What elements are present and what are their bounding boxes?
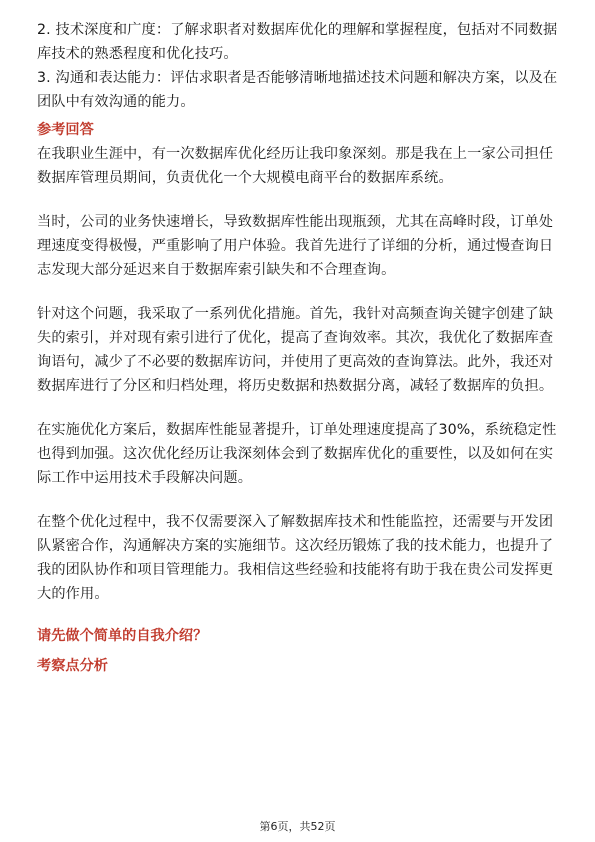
answer-paragraph-5 (37, 510, 560, 606)
text-line: 当时，公司的业务快速增长，导致数据库性能出现瓶颈，尤其在高峰时段，订单处 (37, 214, 554, 230)
text-line: 3. 沟通和表达能力：评估求职者是否能够清晰地描述技术问题和解决方案，以及在 (37, 70, 558, 86)
text-line: 库技术的熟悉程度和优化技巧。 (37, 46, 238, 62)
text-line: 志发现大部分延迟来自于数据库索引缺失和不合理查询。 (37, 262, 396, 278)
text-line: 2. 技术深度和广度：了解求职者对数据库优化的理解和掌握程度，包括对不同数据 (37, 22, 558, 38)
analysis-subheading: 考察点分析 (37, 658, 108, 674)
text-line: 询语句，减少了不必要的数据库访问，并使用了更高效的查询算法。此外，我还对 (37, 354, 554, 370)
text-line: 队紧密合作，沟通解决方案的实施细节。这次经历锻炼了我的技术能力，也提升了 (37, 538, 554, 554)
answer-paragraph-3 (37, 302, 560, 398)
answer-paragraph-4 (37, 418, 560, 490)
text-line: 失的索引，并对现有索引进行了优化，提高了查询效率。其次，我优化了数据库查 (37, 330, 554, 346)
criteria-item-2 (37, 18, 560, 66)
answer-heading: 参考回答 (37, 122, 94, 138)
next-question-title: 请先做个简单的自我介绍？ (37, 628, 208, 644)
text-line: 理速度变得极慢，严重影响了用户体验。我首先进行了详细的分析，通过慢查询日 (37, 238, 554, 254)
text-line: 在我职业生涯中，有一次数据库优化经历让我印象深刻。那是我在上一家公司担任 (37, 146, 554, 162)
text-line: 我的团队协作和项目管理能力。我相信这些经验和技能将有助于我在贵公司发挥更 (37, 562, 554, 578)
text-line: 团队中有效沟通的能力。 (37, 94, 195, 110)
text-line: 针对这个问题，我采取了一系列优化措施。首先，我针对高频查询关键字创建了缺 (37, 306, 554, 322)
text-line: 也得到加强。这次优化经历让我深刻体会到了数据库优化的重要性，以及如何在实 (37, 446, 554, 462)
document-page (37, 18, 560, 678)
text-line: 数据库进行了分区和归档处理，将历史数据和热数据分离，减轻了数据库的负担。 (37, 378, 554, 394)
text-line: 在整个优化过程中，我不仅需要深入了解数据库技术和性能监控，还需要与开发团 (37, 514, 554, 530)
page-number: 第6页，共52页 (259, 820, 336, 833)
text-line: 际工作中运用技术手段解决问题。 (37, 470, 253, 486)
answer-paragraph-1 (37, 142, 560, 190)
answer-paragraph-2 (37, 210, 560, 282)
criteria-item-3 (37, 66, 560, 114)
text-line: 数据库管理员期间，负责优化一个大规模电商平台的数据库系统。 (37, 170, 453, 186)
text-line: 在实施优化方案后，数据库性能显著提升，订单处理速度提高了30%，系统稳定性 (37, 422, 557, 438)
text-line: 大的作用。 (37, 586, 109, 602)
